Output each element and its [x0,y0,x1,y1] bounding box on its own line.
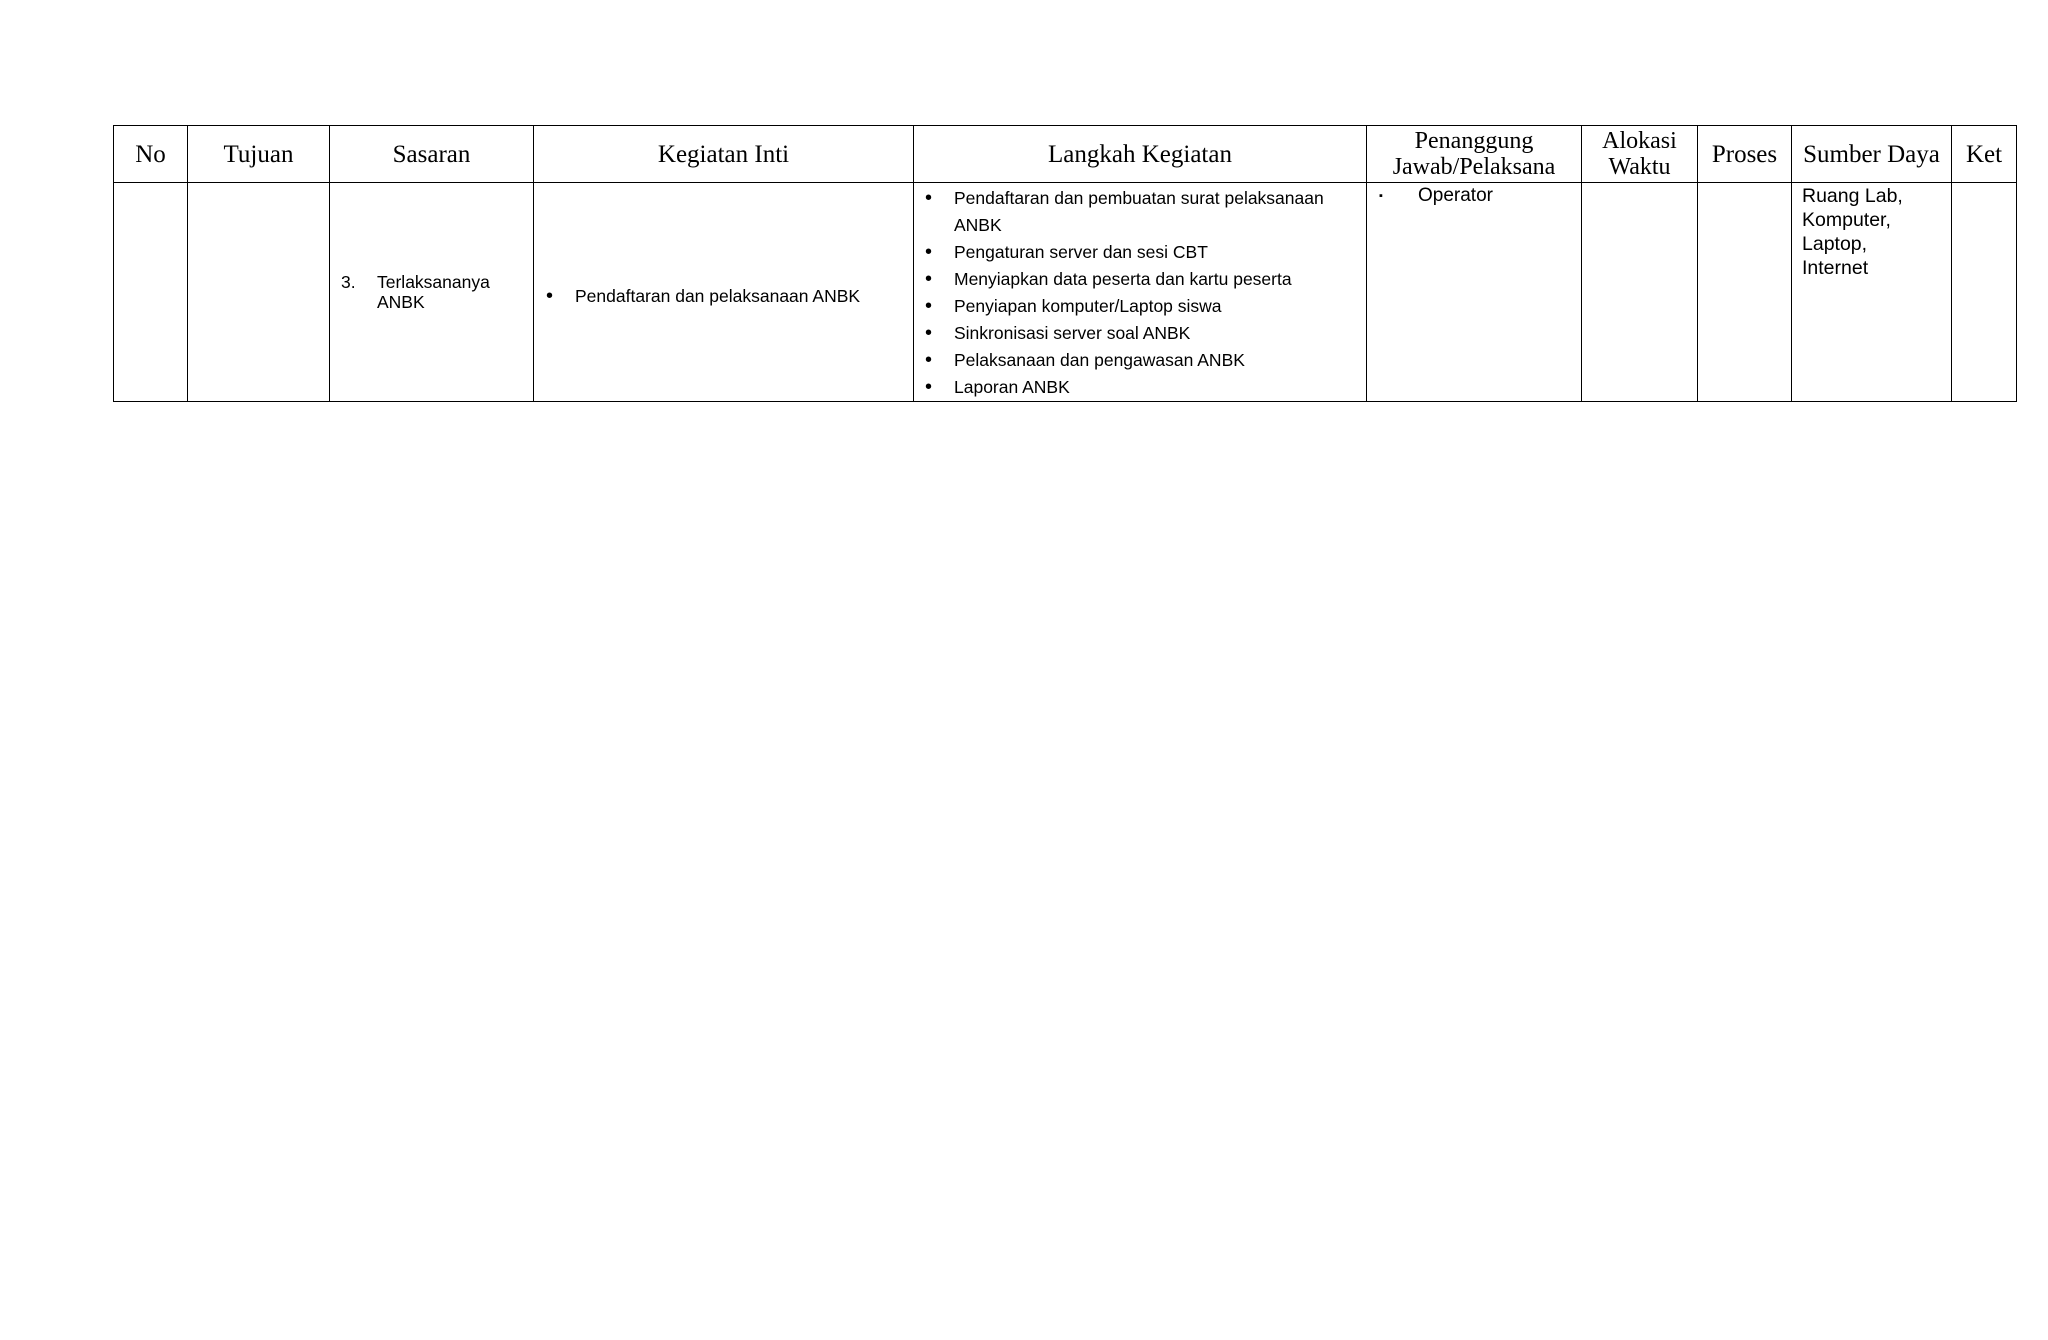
header-alokasi-waktu [1582,126,1698,183]
header-penanggung-jawab [1367,126,1582,183]
list-item [925,347,1366,374]
header-no: No [114,126,188,183]
bullet-icon: • [546,285,554,307]
sumber-daya-text: Ruang Lab, Komputer, Laptop, Internet [1802,185,1903,279]
list-item [925,320,1366,347]
cell-kegiatan-inti [534,183,914,402]
header-langkah-kegiatan: Langkah Kegiatan [914,126,1367,183]
list-item [925,185,1366,239]
header-ket: Ket [1952,126,2017,183]
sasaran-item [330,272,533,312]
table-header-row [114,126,2017,183]
penanggung-jawab-item [1367,183,1581,208]
bullet-icon: • [925,268,933,290]
bullet-icon: • [925,322,933,344]
langkah-text: Laporan ANBK [954,377,1070,397]
cell-penanggung-jawab [1367,183,1582,402]
header-penanggung-jawab-line1: Penanggung [1414,128,1534,154]
bullet-icon: • [925,187,933,209]
list-item [925,374,1366,401]
bullet-icon: • [925,241,933,263]
cell-proses [1698,183,1792,402]
cell-langkah-kegiatan [914,183,1367,402]
header-sasaran: Sasaran [330,126,534,183]
header-kegiatan-inti: Kegiatan Inti [534,126,914,183]
cell-sumber-daya [1792,183,1952,402]
cell-tujuan [188,183,330,402]
kegiatan-inti-text: Pendaftaran dan pelaksanaan ANBK [575,285,861,306]
header-sumber-daya: Sumber Daya [1792,126,1952,183]
langkah-text: Sinkronisasi server soal ANBK [954,323,1191,343]
header-alokasi-waktu-line2: Waktu [1608,154,1671,180]
list-item [925,266,1366,293]
langkah-text: Penyiapan komputer/Laptop siswa [954,296,1222,316]
sasaran-number: 3. [341,272,356,292]
activity-plan-table [113,125,2017,402]
list-item [925,239,1366,266]
langkah-text: Pendaftaran dan pembuatan surat pelaksanaan ANBK [954,188,1324,235]
langkah-text: Pengaturan server dan sesi CBT [954,242,1208,262]
square-bullet-icon: ▪ [1379,190,1383,202]
langkah-text: Pelaksanaan dan pengawasan ANBK [954,350,1245,370]
kegiatan-inti-item [534,286,913,307]
header-alokasi-waktu-line1: Alokasi [1602,128,1677,154]
header-tujuan: Tujuan [188,126,330,183]
langkah-kegiatan-list [914,183,1366,401]
bullet-icon: • [925,349,933,371]
list-item [925,293,1366,320]
penanggung-jawab-text: Operator [1418,185,1493,206]
cell-no [114,183,188,402]
header-penanggung-jawab-line2: Jawab/Pelaksana [1392,154,1556,180]
langkah-text: Menyiapkan data peserta dan kartu peserta [954,269,1292,289]
cell-alokasi-waktu [1582,183,1698,402]
table-row [114,183,2017,402]
header-proses: Proses [1698,126,1792,183]
sasaran-text: Terlaksananya ANBK [377,272,490,312]
cell-sasaran [330,183,534,402]
bullet-icon: • [925,295,933,317]
cell-ket [1952,183,2017,402]
bullet-icon: • [925,376,933,398]
